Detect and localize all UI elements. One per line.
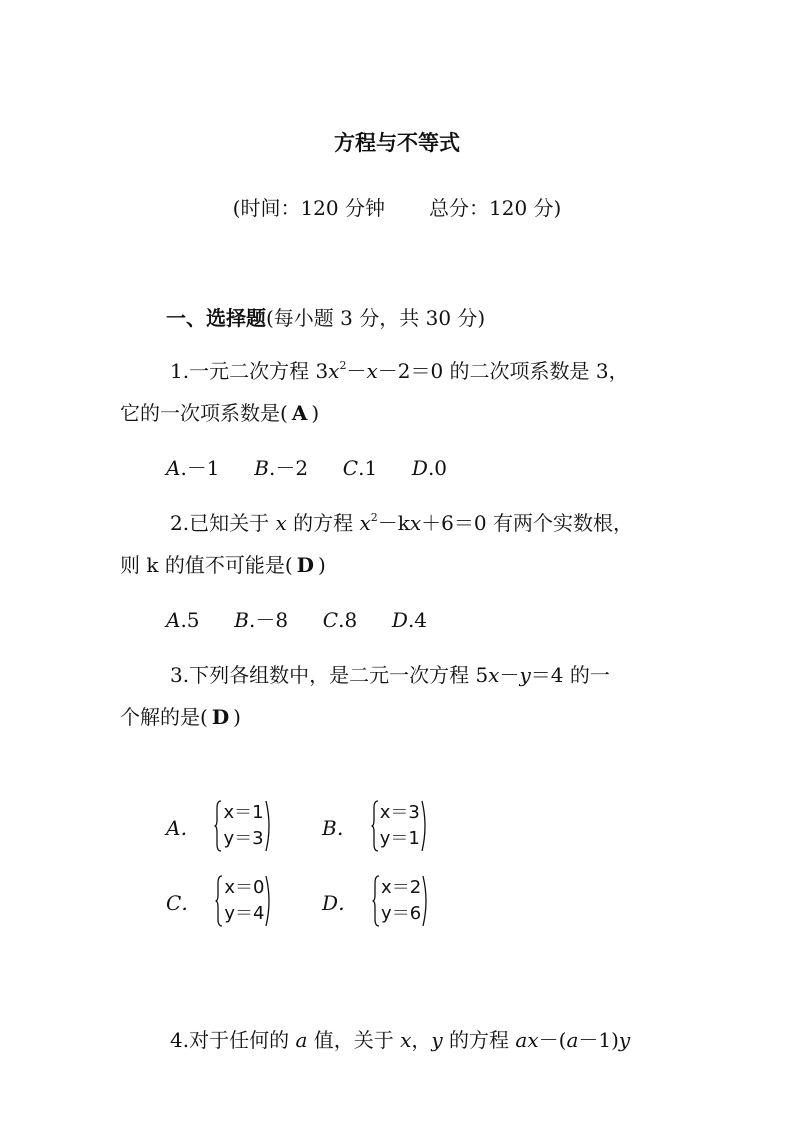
option-b-system bbox=[322, 800, 429, 852]
right-paren-icon bbox=[265, 800, 273, 852]
equation-2: y＝1 bbox=[379, 828, 420, 849]
option-b: B.－8 bbox=[234, 608, 289, 632]
answer-2: D bbox=[296, 553, 314, 577]
option-a-system bbox=[166, 800, 273, 852]
equation-2: y＝3 bbox=[223, 828, 264, 849]
answer-1: A bbox=[291, 401, 308, 425]
section-heading bbox=[166, 302, 485, 331]
left-brace-icon bbox=[372, 875, 380, 927]
option-c: C.8 bbox=[322, 608, 358, 632]
left-brace-icon bbox=[215, 875, 223, 927]
right-paren-icon bbox=[265, 875, 273, 927]
page-title: 方程与不等式 bbox=[334, 130, 460, 155]
exam-total: 总分：120 分) bbox=[429, 196, 562, 220]
right-paren-icon bbox=[421, 800, 429, 852]
right-paren-icon bbox=[422, 875, 430, 927]
option-d: D.0 bbox=[411, 456, 448, 480]
question-3-line-1: 3.下列各组数中，是二元一次方程 5x－y＝4 的一 bbox=[170, 663, 610, 687]
section-note: (每小题 3 分，共 30 分) bbox=[266, 306, 486, 330]
option-c-system bbox=[166, 875, 273, 927]
option-d-system bbox=[322, 875, 430, 927]
question-4-line-1: 4.对于任何的 a 值，关于 x，y 的方程 ax－(a－1)y bbox=[170, 1028, 631, 1052]
question-2-options bbox=[166, 604, 427, 633]
option-c: C.1 bbox=[342, 456, 378, 480]
question-2-line-2: 则 k 的值不可能是( D ) bbox=[120, 553, 326, 577]
question-2-line-1: 2.已知关于 x 的方程 $x^2-kx+6=0$ 有两个实数根， bbox=[170, 511, 633, 535]
question-3-line-2: 个解的是( D ) bbox=[120, 705, 241, 729]
equation-1: x＝2 bbox=[381, 877, 422, 898]
equation-2: y＝6 bbox=[381, 903, 422, 924]
option-label: C． bbox=[166, 890, 202, 915]
answer-3: D bbox=[211, 705, 230, 729]
equation-1: x＝0 bbox=[224, 877, 265, 898]
option-label: B． bbox=[322, 815, 357, 840]
option-a: A.－1 bbox=[166, 456, 220, 480]
option-b: B.－2 bbox=[254, 456, 309, 480]
option-a: A.5 bbox=[166, 608, 200, 632]
left-brace-icon bbox=[214, 800, 222, 852]
exam-info bbox=[0, 192, 794, 221]
left-brace-icon bbox=[371, 800, 379, 852]
equation-1: x＝1 bbox=[223, 802, 264, 823]
option-d: D.4 bbox=[391, 608, 428, 632]
equation-1: x＝3 bbox=[379, 802, 420, 823]
exam-time: (时间：120 分钟 bbox=[232, 196, 385, 220]
question-1-options bbox=[166, 452, 447, 481]
option-label: D． bbox=[322, 890, 359, 915]
question-1-line-1: 1.一元二次方程 $3x^2-x-2=0$ 的二次项系数是 3， bbox=[170, 359, 629, 383]
option-label: A． bbox=[166, 815, 201, 840]
section-title: 一、选择题 bbox=[166, 306, 266, 330]
equation-2: y＝4 bbox=[224, 903, 265, 924]
question-1-line-2: 它的一次项系数是( A ) bbox=[120, 401, 320, 425]
